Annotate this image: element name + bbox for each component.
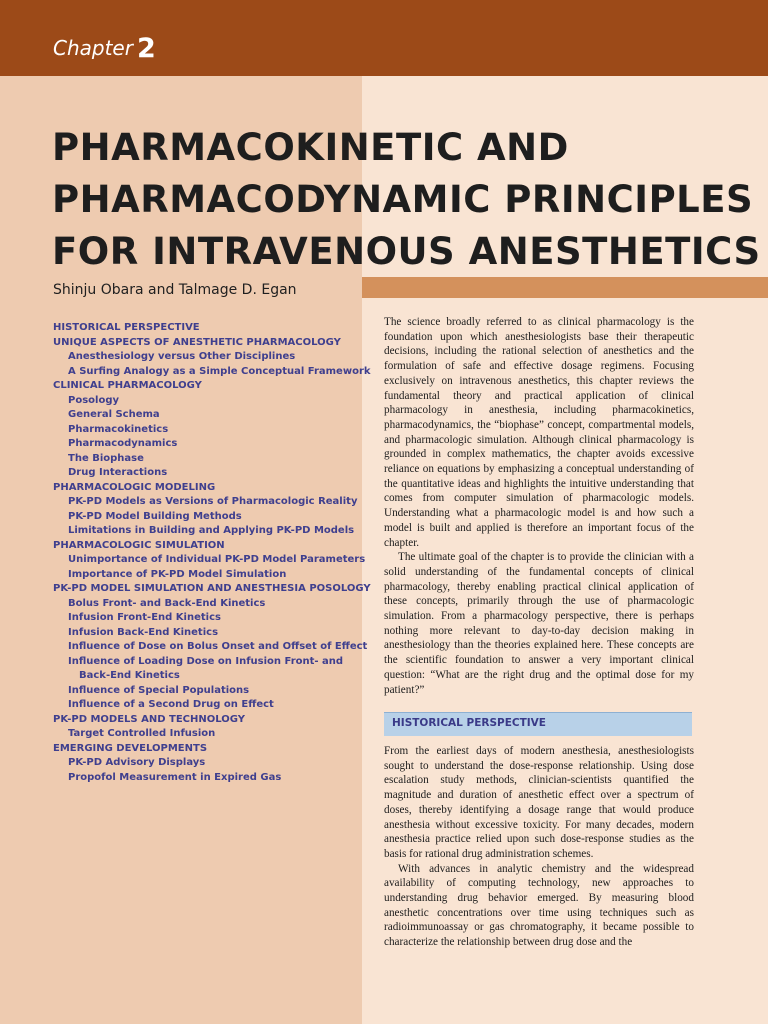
outline-section: CLINICAL PHARMACOLOGY — [53, 380, 202, 391]
section-paragraph: From the earliest days of modern anesthesia, anesthesiologists sought to understand the dose-response relationship. Using dose escalation study methods, clinician-scientists quantified the magnitude and duration of anesthetic effect over a spectrum of doses, thereby identifying a dosage range that would produce anesthesia without excessive toxicity. For many decades, modern anesthesia practice relied upon such dose-response studies as the basis for rational drug administration schemes. — [384, 745, 694, 860]
chapter-label — [53, 33, 156, 64]
outline-section: PK-PD MODEL SIMULATION AND ANESTHESIA POSOLOGY — [53, 583, 371, 594]
chapter-outline — [53, 321, 371, 785]
section-paragraph: With advances in analytic chemistry and the widespread availability of computing technology, new approaches to understanding drug behavior emerged. By measuring blood anesthetic concentrations over time using techniques such as radioimmunoassay or gas chromatography, it became possible to characterize the relationship between drug dose and the — [384, 862, 694, 949]
outline-subsection: Target Controlled Infusion — [68, 728, 216, 739]
outline-subsection: Unimportance of Individual PK-PD Model Parameters — [68, 554, 366, 565]
outline-section: EMERGING DEVELOPMENTS — [53, 742, 208, 754]
outline-subsection: Pharmacodynamics — [68, 438, 178, 449]
chapter-title — [52, 122, 761, 278]
outline-subsection: Pharmacokinetics — [68, 423, 169, 435]
outline-subsection: Limitations in Building and Applying PK-PD Models — [68, 525, 355, 536]
outline-section: UNIQUE ASPECTS OF ANESTHETIC PHARMACOLOGY — [53, 336, 341, 348]
outline-subsection: General Schema — [68, 409, 160, 420]
chapter-number: 2 — [136, 33, 156, 64]
section-heading: HISTORICAL PERSPECTIVE — [392, 717, 546, 729]
outline-section: PK-PD MODELS AND TECHNOLOGY — [53, 713, 245, 725]
outline-subsection: Bolus Front- and Back-End Kinetics — [68, 597, 266, 609]
chapter-word: Chapter — [53, 36, 133, 60]
intro-paragraph: The science broadly referred to as clinical pharmacology is the foundation upon which anesthesiologists base their therapeutic decisions, including the rational selection of anesthetics and the formulation of safe and effective dosage regimens. Focusing exclusively on intravenous anesthetics, this chapter reviews the fundamental theory and practical application of clinical pharmacology in anesthesia, including pharmacokinetics, pharmacodynamics, the “biophase” concept, compartmental models, and pharmacologic simulation. Although clinical pharmacology is grounded in complex mathematics, the chapter avoids excessive reliance on equations by emphasizing a conceptual understanding of the quantitative ideas and highlights the intuitive understanding that comes from computer simulation of pharmacologic models. Understanding what a pharmacologic model is and how such a model is built and applied is therefore an important focus of the chapter. — [384, 316, 694, 549]
outline-subsection: PK-PD Advisory Displays — [68, 757, 206, 768]
outline-subsection: Influence of Loading Dose on Infusion Front- and — [68, 655, 344, 667]
title-line: FOR INTRAVENOUS ANESTHETICS — [52, 230, 761, 273]
intro-paragraph: The ultimate goal of the chapter is to provide the clinician with a solid understanding of the fundamental concepts of clinical pharmacology, thereby enabling practical clinical application of these concepts, primarily through the use of pharmacologic simulation. From a pharmacology perspective, there is perhaps nothing more relevant to day-to-day decision making in anesthesiology than the theories explained here. These concepts are the scientific foundation to answer a very important clinical question: “What are the right drug and the optimal dose for my patient?” — [384, 551, 694, 696]
outline-subsection: The Biophase — [68, 452, 144, 464]
outline-subsection: Influence of Special Populations — [68, 684, 250, 696]
outline-subsection: Back-End Kinetics — [79, 670, 180, 681]
outline-section: HISTORICAL PERSPECTIVE — [53, 322, 200, 333]
intro-text — [384, 315, 694, 697]
outline-subsection: PK-PD Models as Versions of Pharmacologic Reality — [68, 496, 358, 507]
authors: Shinju Obara and Talmage D. Egan — [53, 282, 297, 298]
title-line: PHARMACODYNAMIC PRINCIPLES — [52, 178, 754, 221]
decorative-bar — [362, 277, 768, 298]
section-text — [384, 744, 694, 950]
title-line: PHARMACOKINETIC AND — [52, 126, 569, 169]
outline-section: PHARMACOLOGIC SIMULATION — [53, 539, 225, 551]
chapter-header-band — [0, 0, 768, 76]
outline-subsection: Propofol Measurement in Expired Gas — [68, 771, 282, 783]
outline-subsection: Influence of Dose on Bolus Onset and Offset of Effect — [68, 641, 368, 652]
outline-section: PHARMACOLOGIC MODELING — [53, 481, 216, 493]
outline-subsection: Infusion Front-End Kinetics — [68, 612, 221, 623]
outline-subsection: Influence of a Second Drug on Effect — [68, 699, 274, 710]
outline-subsection: A Surfing Analogy as a Simple Conceptual Framework — [68, 365, 371, 377]
section-heading-box — [384, 712, 692, 736]
outline-subsection: Anesthesiology versus Other Disciplines — [68, 351, 296, 362]
outline-subsection: Drug Interactions — [68, 467, 168, 478]
outline-subsection: Importance of PK-PD Model Simulation — [68, 568, 287, 580]
outline-subsection: Infusion Back-End Kinetics — [68, 626, 219, 638]
outline-subsection: Posology — [68, 394, 119, 406]
outline-subsection: PK-PD Model Building Methods — [68, 510, 242, 522]
